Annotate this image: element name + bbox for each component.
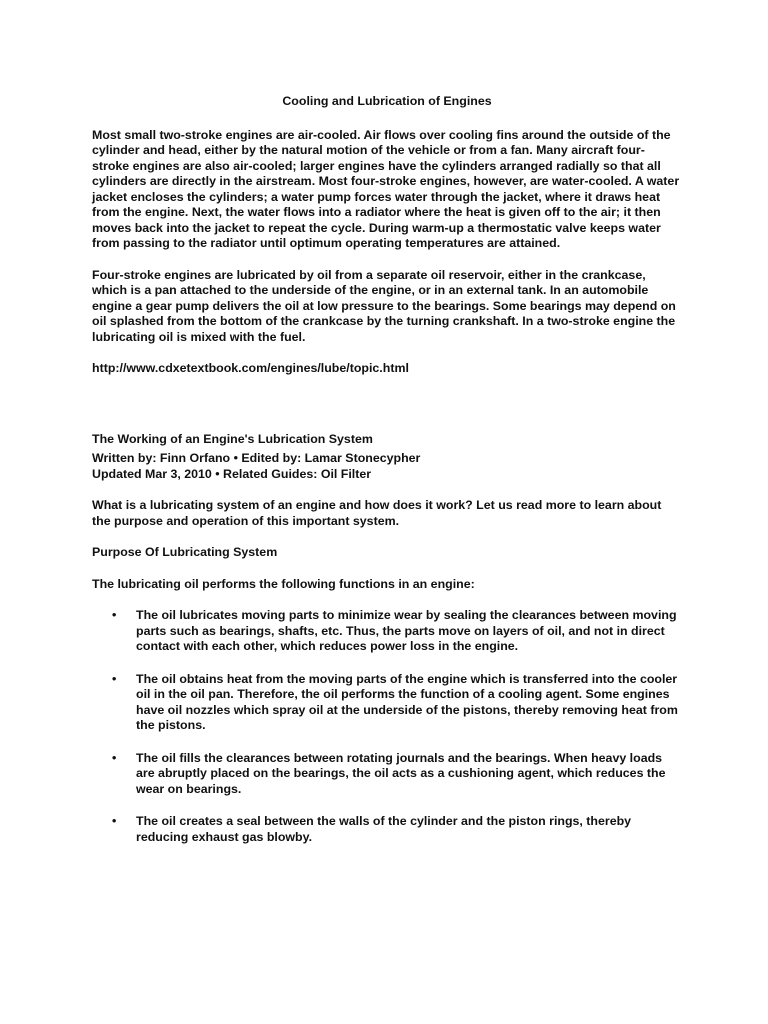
document-page xyxy=(92,94,682,862)
source-url-link[interactable]: http://www.cdxetextbook.com/engines/lube/topic.html xyxy=(92,361,409,375)
functions-intro: The lubricating oil performs the following functions in an engine: xyxy=(92,576,475,591)
paragraph-lubrication: Four-stroke engines are lubricated by oil from a separate oil reservoir, either in the crankcase, which is a pan attached to the underside of the engine, or in an external tank. In an automobile engine a gear pump delivers the oil at low pressure to the bearings. Some bearings may depend on oil splashed from the bottom of the crankcase by the turning crankshaft. In a two-stroke engine the lubricating oil is mixed with the fuel. xyxy=(92,267,676,344)
list-item xyxy=(92,608,682,655)
byline-authors: Written by: Finn Orfano • Edited by: Lamar Stonecypher xyxy=(92,451,421,465)
bullet-icon: • xyxy=(112,671,117,686)
list-item-text: The oil creates a seal between the walls of the cylinder and the piston rings, thereby reducing exhaust gas blowby. xyxy=(136,814,632,844)
document-title: Cooling and Lubrication of Engines xyxy=(282,94,492,108)
list-item-text: The oil fills the clearances between rotating journals and the bearings. When heavy loads are abruptly placed on the bearings, the oil acts as a cushioning agent, which reduces the wear on bearings. xyxy=(136,750,666,796)
list-item-text: The oil lubricates moving parts to minimize wear by sealing the clearances between moving parts such as bearings, shafts, etc. Thus, the parts move on layers of oil, and not in direct contact with each other, which reduces power loss in the engine. xyxy=(136,608,677,653)
section-heading: Purpose Of Lubricating System xyxy=(92,545,278,559)
article-title: The Working of an Engine's Lubrication System xyxy=(92,431,373,446)
list-item xyxy=(92,751,682,798)
list-item xyxy=(92,814,682,845)
paragraph-air-cooling: Most small two-stroke engines are air-cooled. Air flows over cooling fins around the outside of the cylinder and head, either by the natural motion of the vehicle or from a fan. Many aircraft four-stroke engines are also air-cooled; larger engines have the cylinders arranged radially so that all cylinders are directly in the airstream. Most four-stroke engines, however, are water-cooled. A water jacket encloses the cylinders; a water pump forces water through the jacket, where it draws heat from the engine. Next, the water flows into a radiator where the heat is given off to the air; it then moves back into the jacket to repeat the cycle. During warm-up a thermostatic valve keeps water from passing to the radiator until optimum operating temperatures are attained. xyxy=(92,127,680,250)
list-item xyxy=(92,672,682,734)
article-intro: What is a lubricating system of an engine and how does it work? Let us read more to learn about the purpose and operation of this important system. xyxy=(92,498,662,528)
byline xyxy=(92,451,682,482)
bullet-icon: • xyxy=(112,750,117,765)
list-item-text: The oil obtains heat from the moving parts of the engine which is transferred into the cooler oil in the oil pan. Therefore, the oil performs the function of a cooling agent. Some engines have oil nozzles which spray oil at the underside of the pistons, thereby removing heat from the pistons. xyxy=(136,671,678,732)
bullet-icon: • xyxy=(112,608,117,622)
functions-list xyxy=(92,608,682,845)
byline-updated: Updated Mar 3, 2010 • Related Guides: Oil Filter xyxy=(92,466,372,481)
bullet-icon: • xyxy=(112,814,117,828)
